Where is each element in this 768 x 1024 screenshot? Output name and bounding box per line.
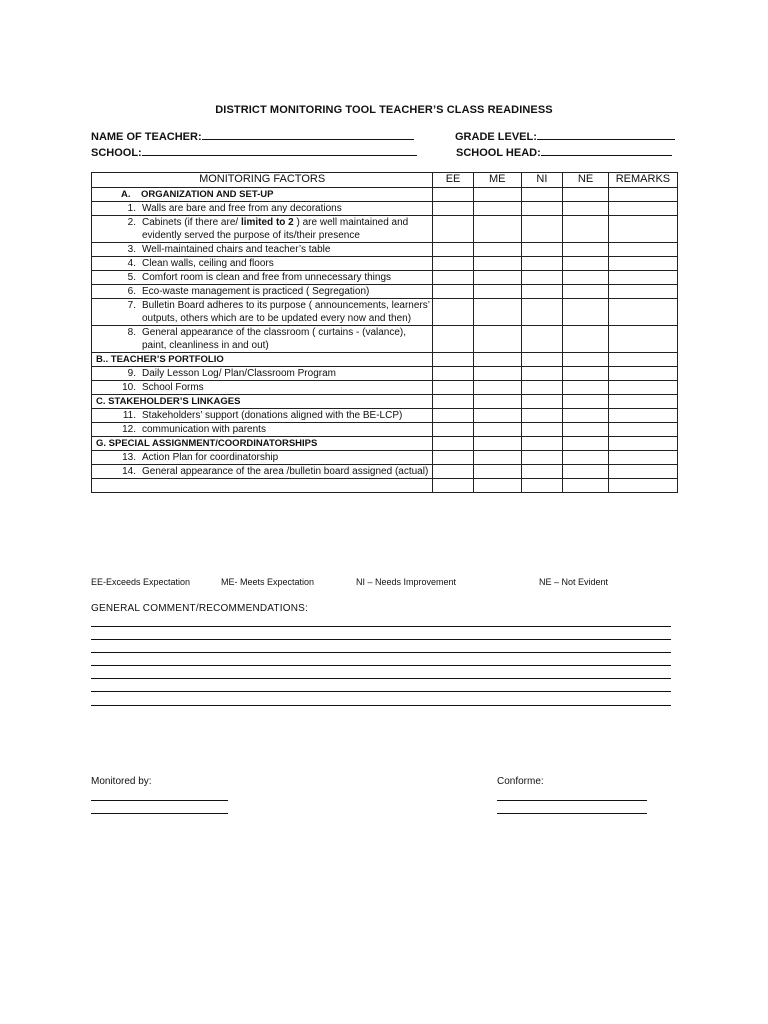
table-row <box>92 423 678 437</box>
factor-cell: 6. Eco-waste management is practiced ( Segregation) <box>92 285 433 299</box>
rating-cell[interactable] <box>563 381 609 395</box>
remarks-cell[interactable] <box>608 202 677 216</box>
comment-line[interactable] <box>91 639 671 640</box>
grade-level-blank[interactable] <box>537 128 675 140</box>
factor-cell: 1. Walls are bare and free from any decorations <box>92 202 433 216</box>
rating-cell[interactable] <box>473 202 521 216</box>
school-blank[interactable] <box>142 144 417 156</box>
rating-cell[interactable] <box>521 299 563 326</box>
rating-cell[interactable] <box>521 202 563 216</box>
rating-cell[interactable] <box>473 353 521 367</box>
rating-cell[interactable] <box>473 451 521 465</box>
factor-cell: 7. Bulletin Board adheres to its purpose ( announcements, learners’ outputs, others which are to be updated every now and then) <box>92 299 433 326</box>
rating-cell[interactable] <box>473 465 521 479</box>
rating-cell[interactable] <box>521 243 563 257</box>
rating-cell[interactable] <box>433 188 474 202</box>
rating-cell[interactable] <box>433 216 474 243</box>
section-row <box>92 395 678 409</box>
rating-cell[interactable] <box>473 479 521 493</box>
comment-line[interactable] <box>91 678 671 679</box>
school-head-label: SCHOOL HEAD: <box>456 147 541 159</box>
rating-cell[interactable] <box>521 395 563 409</box>
remarks-cell[interactable] <box>608 465 677 479</box>
section-c-title: C. STAKEHOLDER’S LINKAGES <box>92 395 433 409</box>
table-row <box>92 243 678 257</box>
comment-line[interactable] <box>91 705 671 706</box>
legend-ee: EE-Exceeds Expectation <box>91 577 191 587</box>
factor-cell: 8. General appearance of the classroom ( curtains - (valance), paint, cleanliness in and out) <box>92 326 433 353</box>
table-row <box>92 326 678 353</box>
rating-cell[interactable] <box>433 326 474 353</box>
comment-line[interactable] <box>91 626 671 627</box>
rating-legend <box>91 577 691 589</box>
monitored-by-name-line[interactable] <box>91 813 228 814</box>
factor-cell: 4. Clean walls, ceiling and floors <box>92 257 433 271</box>
table-row <box>92 367 678 381</box>
table-header-row <box>92 173 678 188</box>
rating-cell[interactable] <box>433 243 474 257</box>
rating-cell[interactable] <box>433 299 474 326</box>
section-row <box>92 437 678 451</box>
rating-cell[interactable] <box>563 271 609 285</box>
rating-cell[interactable] <box>473 437 521 451</box>
school-field[interactable] <box>91 144 417 159</box>
rating-cell[interactable] <box>433 395 474 409</box>
rating-cell[interactable] <box>563 423 609 437</box>
remarks-cell[interactable] <box>608 257 677 271</box>
conforme-name-line[interactable] <box>497 813 647 814</box>
comment-line[interactable] <box>91 652 671 653</box>
school-head-blank[interactable] <box>541 144 672 156</box>
remarks-cell[interactable] <box>608 381 677 395</box>
table-row <box>92 216 678 243</box>
comment-line[interactable] <box>91 665 671 666</box>
rating-cell[interactable] <box>563 409 609 423</box>
header-me: ME <box>473 173 521 188</box>
form-title: DISTRICT MONITORING TOOL TEACHER’S CLASS READINESS <box>215 104 553 116</box>
table-row <box>92 257 678 271</box>
table-row <box>92 465 678 479</box>
rating-cell[interactable] <box>433 285 474 299</box>
rating-cell[interactable] <box>433 271 474 285</box>
teacher-name-blank[interactable] <box>202 128 414 140</box>
remarks-cell[interactable] <box>608 437 677 451</box>
rating-cell[interactable] <box>563 216 609 243</box>
comments-label: GENERAL COMMENT/RECOMMENDATIONS: <box>91 603 308 614</box>
remarks-cell[interactable] <box>608 243 677 257</box>
table-row <box>92 299 678 326</box>
rating-cell[interactable] <box>521 353 563 367</box>
table-row <box>92 381 678 395</box>
rating-cell[interactable] <box>563 188 609 202</box>
rating-cell[interactable] <box>433 423 474 437</box>
rating-cell[interactable] <box>521 423 563 437</box>
remarks-cell[interactable] <box>608 188 677 202</box>
factor-cell: 9. Daily Lesson Log/ Plan/Classroom Program <box>92 367 433 381</box>
conforme-label: Conforme: <box>497 776 544 787</box>
rating-cell[interactable] <box>433 202 474 216</box>
grade-level-label: GRADE LEVEL: <box>455 131 537 143</box>
factor-cell[interactable] <box>92 479 433 493</box>
legend-me: ME- Meets Expectation <box>221 577 315 587</box>
monitored-by-signature-line[interactable] <box>91 800 228 801</box>
remarks-cell[interactable] <box>608 479 677 493</box>
rating-cell[interactable] <box>473 216 521 243</box>
rating-cell[interactable] <box>473 188 521 202</box>
comment-line[interactable] <box>91 691 671 692</box>
section-g-title: G. SPECIAL ASSIGNMENT/COORDINATORSHIPS <box>92 437 433 451</box>
rating-cell[interactable] <box>473 285 521 299</box>
header-ne: NE <box>563 173 609 188</box>
rating-cell[interactable] <box>521 465 563 479</box>
rating-cell[interactable] <box>563 257 609 271</box>
remarks-cell[interactable] <box>608 353 677 367</box>
factor-cell: 3. Well-maintained chairs and teacher’s table <box>92 243 433 257</box>
grade-level-field[interactable] <box>455 128 675 143</box>
school-label: SCHOOL: <box>91 147 142 159</box>
table-row <box>92 409 678 423</box>
rating-cell[interactable] <box>563 367 609 381</box>
factor-cell: 14. General appearance of the area /bulletin board assigned (actual) <box>92 465 433 479</box>
remarks-cell[interactable] <box>608 409 677 423</box>
rating-cell[interactable] <box>473 409 521 423</box>
factor-cell: 11. Stakeholders’ support (donations aligned with the BE-LCP) <box>92 409 433 423</box>
teacher-name-field[interactable] <box>91 128 414 143</box>
rating-cell[interactable] <box>521 479 563 493</box>
rating-cell[interactable] <box>521 367 563 381</box>
table-row <box>92 285 678 299</box>
rating-cell[interactable] <box>521 257 563 271</box>
rating-cell[interactable] <box>563 437 609 451</box>
rating-cell[interactable] <box>473 271 521 285</box>
rating-cell[interactable] <box>473 395 521 409</box>
empty-row <box>92 479 678 493</box>
remarks-cell[interactable] <box>608 216 677 243</box>
rating-cell[interactable] <box>433 367 474 381</box>
rating-cell[interactable] <box>433 451 474 465</box>
header-ee: EE <box>433 173 474 188</box>
remarks-cell[interactable] <box>608 326 677 353</box>
rating-cell[interactable] <box>563 285 609 299</box>
section-row <box>92 353 678 367</box>
rating-cell[interactable] <box>433 353 474 367</box>
rating-cell[interactable] <box>563 299 609 326</box>
table-row <box>92 451 678 465</box>
rating-cell[interactable] <box>563 202 609 216</box>
rating-cell[interactable] <box>473 326 521 353</box>
rating-cell[interactable] <box>521 451 563 465</box>
rating-cell[interactable] <box>563 451 609 465</box>
rating-cell[interactable] <box>473 243 521 257</box>
remarks-cell[interactable] <box>608 271 677 285</box>
remarks-cell[interactable] <box>608 367 677 381</box>
section-b-title: B.. TEACHER’S PORTFOLIO <box>92 353 433 367</box>
rating-cell[interactable] <box>521 409 563 423</box>
remarks-cell[interactable] <box>608 395 677 409</box>
table-row <box>92 271 678 285</box>
rating-cell[interactable] <box>433 257 474 271</box>
rating-cell[interactable] <box>433 465 474 479</box>
rating-cell[interactable] <box>563 465 609 479</box>
conforme-signature-line[interactable] <box>497 800 647 801</box>
factor-cell: 12. communication with parents <box>92 423 433 437</box>
rating-cell[interactable] <box>473 367 521 381</box>
section-a-title: A. ORGANIZATION AND SET-UP <box>92 188 433 202</box>
table-row <box>92 202 678 216</box>
rating-cell[interactable] <box>433 381 474 395</box>
factor-cell: 13. Action Plan for coordinatorship <box>92 451 433 465</box>
rating-cell[interactable] <box>433 437 474 451</box>
remarks-cell[interactable] <box>608 285 677 299</box>
rating-cell[interactable] <box>473 381 521 395</box>
rating-cell[interactable] <box>521 285 563 299</box>
rating-cell[interactable] <box>521 326 563 353</box>
rating-cell[interactable] <box>563 326 609 353</box>
legend-ne: NE – Not Evident <box>539 577 609 587</box>
monitored-by-label: Monitored by: <box>91 776 152 787</box>
rating-cell[interactable] <box>521 381 563 395</box>
header-ni: NI <box>521 173 563 188</box>
section-row <box>92 188 678 202</box>
rating-cell[interactable] <box>473 299 521 326</box>
monitoring-table <box>91 172 678 493</box>
factor-cell: 2. Cabinets (if there are/ limited to 2 ) are well maintained and evidently served the purpose of its/their presence <box>92 216 433 243</box>
rating-cell[interactable] <box>563 479 609 493</box>
rating-cell[interactable] <box>433 479 474 493</box>
remarks-cell[interactable] <box>608 451 677 465</box>
rating-cell[interactable] <box>521 188 563 202</box>
teacher-name-label: NAME OF TEACHER: <box>91 131 202 143</box>
remarks-cell[interactable] <box>608 299 677 326</box>
rating-cell[interactable] <box>521 271 563 285</box>
header-remarks: REMARKS <box>608 173 677 188</box>
rating-cell[interactable] <box>563 353 609 367</box>
legend-ni: NI – Needs Improvement <box>356 577 457 587</box>
rating-cell[interactable] <box>563 243 609 257</box>
school-head-field[interactable] <box>456 144 672 159</box>
rating-cell[interactable] <box>473 423 521 437</box>
rating-cell[interactable] <box>521 216 563 243</box>
remarks-cell[interactable] <box>608 423 677 437</box>
rating-cell[interactable] <box>521 437 563 451</box>
factor-cell: 5. Comfort room is clean and free from unnecessary things <box>92 271 433 285</box>
factor-cell: 10. School Forms <box>92 381 433 395</box>
header-monitoring-factors: MONITORING FACTORS <box>92 173 433 188</box>
rating-cell[interactable] <box>473 257 521 271</box>
rating-cell[interactable] <box>433 409 474 423</box>
rating-cell[interactable] <box>563 395 609 409</box>
